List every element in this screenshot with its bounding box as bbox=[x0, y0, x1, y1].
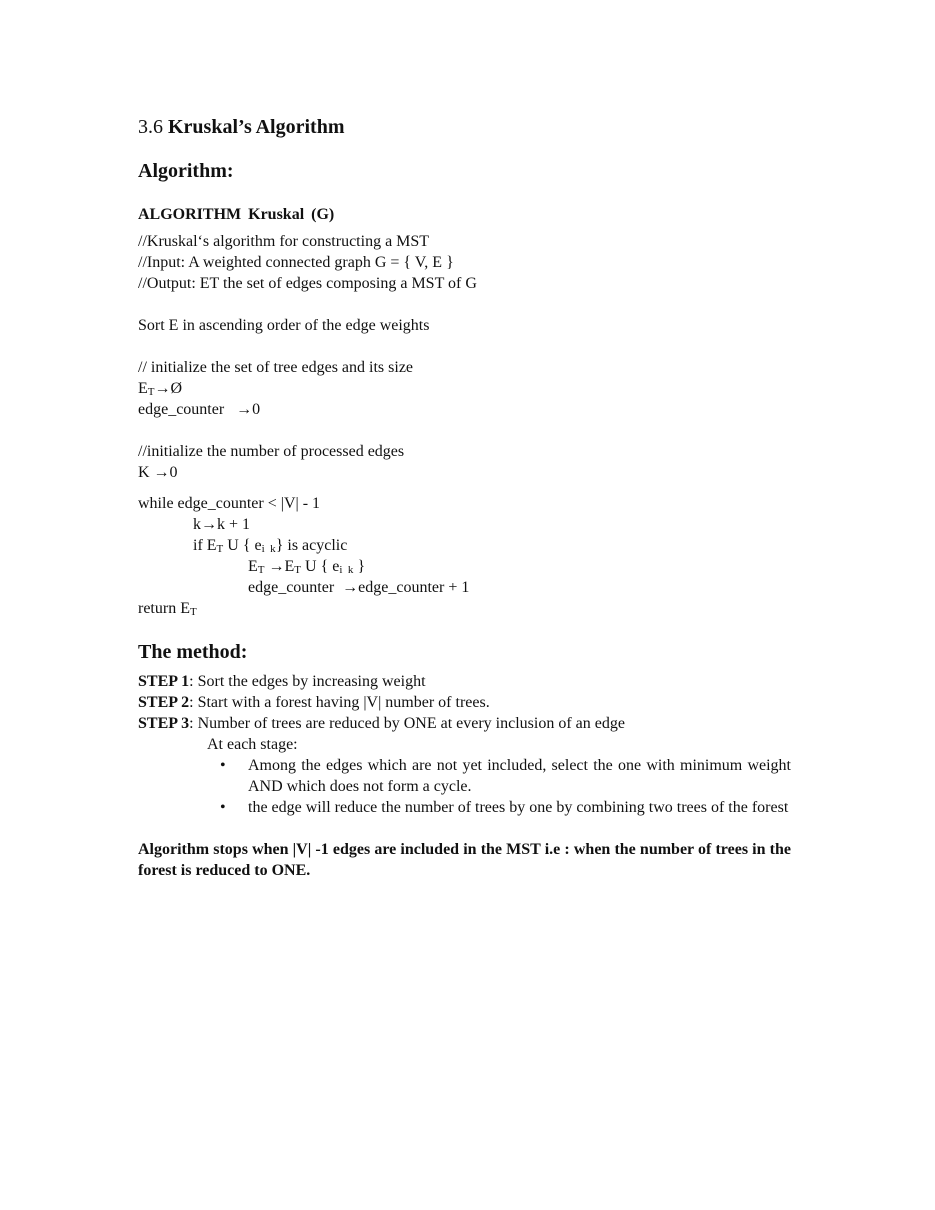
assign-part-d: } bbox=[353, 558, 366, 575]
step-1-text: : Sort the edges by increasing weight bbox=[189, 673, 426, 690]
if-part-a: if E bbox=[193, 537, 217, 554]
step-2-text: : Start with a forest having |V| number of trees. bbox=[189, 694, 490, 711]
bullet-icon: • bbox=[220, 799, 226, 816]
assign-part-c: U { e bbox=[301, 558, 340, 575]
k-increment-line: k→k + 1 bbox=[193, 516, 251, 533]
step-2-label: STEP 2 bbox=[138, 694, 190, 711]
step-3 bbox=[138, 713, 791, 734]
et-init-rest: →Ø bbox=[154, 380, 183, 397]
step-1-label: STEP 1 bbox=[138, 673, 190, 690]
step-3-text: : Number of trees are reduced by ONE at every inclusion of an edge bbox=[189, 715, 625, 732]
assign-sub-2: T bbox=[294, 564, 302, 576]
return-line bbox=[138, 598, 791, 619]
assign-part-a: E bbox=[248, 558, 258, 575]
return-part-a: return E bbox=[138, 600, 190, 617]
list-item bbox=[220, 755, 791, 797]
if-part-b: U { e bbox=[223, 537, 262, 554]
at-each-stage: At each stage: bbox=[207, 736, 298, 753]
conclusion-paragraph: Algorithm stops when |V| -1 edges are included in the MST i.e : when the number of trees in the forest is reduced to ONE. bbox=[138, 841, 791, 879]
counter-increment-line: edge_counter →edge_counter + 1 bbox=[248, 579, 470, 596]
assign-line bbox=[138, 556, 791, 577]
document-content bbox=[138, 114, 791, 881]
method-heading: The method: bbox=[138, 641, 248, 663]
bullet-text: Among the edges which are not yet included, select the one with minimum weight AND which does not form a cycle. bbox=[248, 757, 791, 795]
section-number: 3.6 bbox=[138, 116, 163, 138]
algorithm-heading: Algorithm: bbox=[138, 160, 234, 182]
step-2 bbox=[138, 692, 791, 713]
stage-bullet-list bbox=[138, 755, 791, 818]
if-part-c: } is acyclic bbox=[275, 537, 348, 554]
init-comment-line: // initialize the set of tree edges and its size bbox=[138, 359, 414, 376]
assign-sub-1: T bbox=[257, 564, 265, 576]
return-subscript: T bbox=[189, 606, 197, 618]
et-symbol: E bbox=[138, 380, 148, 397]
assign-part-b: →E bbox=[264, 558, 295, 575]
algorithm-signature: ALGORITHM Kruskal (G) bbox=[138, 206, 335, 223]
section-title-text: Kruskal’s Algorithm bbox=[168, 116, 345, 138]
bullet-text: the edge will reduce the number of trees by one by combining two trees of the forest bbox=[248, 799, 789, 816]
et-subscript: T bbox=[147, 386, 155, 398]
section-title bbox=[138, 114, 791, 140]
while-line: while edge_counter < |V| - 1 bbox=[138, 495, 321, 512]
method-steps bbox=[138, 671, 791, 818]
step-1 bbox=[138, 671, 791, 692]
if-sub-2: i k bbox=[261, 543, 276, 555]
step-3-label: STEP 3 bbox=[138, 715, 190, 732]
edge-counter-init-line: edge_counter →0 bbox=[138, 401, 261, 418]
comment-line-3: //Output: ET the set of edges composing a MST of G bbox=[138, 275, 477, 292]
k-init-line: K →0 bbox=[138, 464, 178, 481]
comment-line-2: //Input: A weighted connected graph G = { V, E } bbox=[138, 254, 454, 271]
pseudocode-block bbox=[138, 231, 791, 619]
if-sub-1: T bbox=[216, 543, 224, 555]
bullet-icon: • bbox=[220, 757, 226, 774]
list-item bbox=[220, 797, 791, 818]
sort-line: Sort E in ascending order of the edge weights bbox=[138, 317, 430, 334]
et-init-line bbox=[138, 378, 791, 399]
processed-comment-line: //initialize the number of processed edges bbox=[138, 443, 405, 460]
comment-line-1: //Kruskal‘s algorithm for constructing a MST bbox=[138, 233, 430, 250]
assign-sub-3: i k bbox=[339, 564, 354, 576]
if-line bbox=[138, 535, 791, 556]
